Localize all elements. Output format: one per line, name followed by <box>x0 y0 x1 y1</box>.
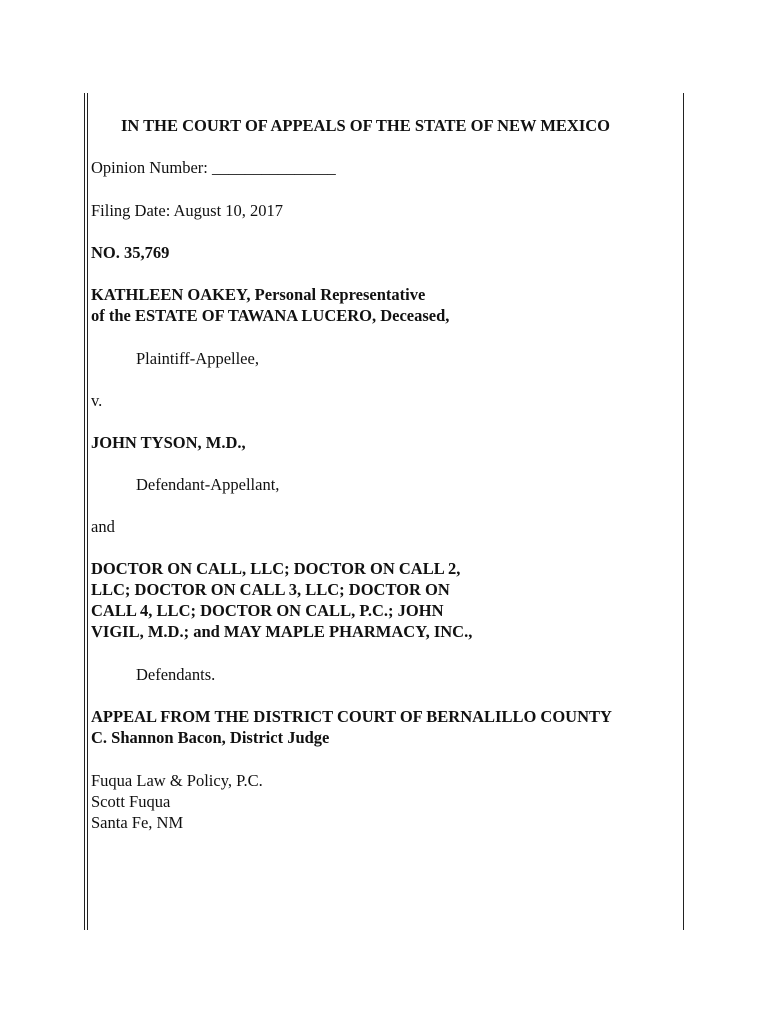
left-margin-rule <box>84 93 85 930</box>
other-defendants-line-2: LLC; DOCTOR ON CALL 3, LLC; DOCTOR ON <box>91 580 450 599</box>
counsel-firm: Fuqua Law & Policy, P.C. <box>91 771 263 790</box>
other-defendants-line-1: DOCTOR ON CALL, LLC; DOCTOR ON CALL 2, <box>91 559 461 578</box>
versus: v. <box>91 391 103 410</box>
counsel-location: Santa Fe, NM <box>91 813 184 832</box>
other-defendants-role: Defendants. <box>136 665 216 684</box>
other-defendants-line-3: CALL 4, LLC; DOCTOR ON CALL, P.C.; JOHN <box>91 601 444 620</box>
case-number: NO. 35,769 <box>91 243 170 262</box>
left-margin-rule-inner <box>87 93 88 930</box>
defendant-appellant-name: JOHN TYSON, M.D., <box>91 433 246 452</box>
counsel-attorney: Scott Fuqua <box>91 792 171 811</box>
appeal-line-1: APPEAL FROM THE DISTRICT COURT OF BERNALILLO COUNTY <box>91 707 612 726</box>
plaintiff-line-1: KATHLEEN OAKEY, Personal Representative <box>91 285 426 304</box>
plaintiff-role: Plaintiff-Appellee, <box>136 349 259 368</box>
filing-date: Filing Date: August 10, 2017 <box>91 201 284 220</box>
court-heading: IN THE COURT OF APPEALS OF THE STATE OF NEW MEXICO <box>121 116 611 135</box>
conjunction: and <box>91 517 115 536</box>
plaintiff-line-2: of the ESTATE OF TAWANA LUCERO, Deceased, <box>91 306 450 325</box>
appeal-line-2: C. Shannon Bacon, District Judge <box>91 728 330 747</box>
defendant-appellant-role: Defendant-Appellant, <box>136 475 280 494</box>
other-defendants-line-4: VIGIL, M.D.; and MAY MAPLE PHARMACY, INC., <box>91 622 473 641</box>
right-margin-rule <box>683 93 684 930</box>
opinion-number: Opinion Number: _______________ <box>91 158 336 177</box>
